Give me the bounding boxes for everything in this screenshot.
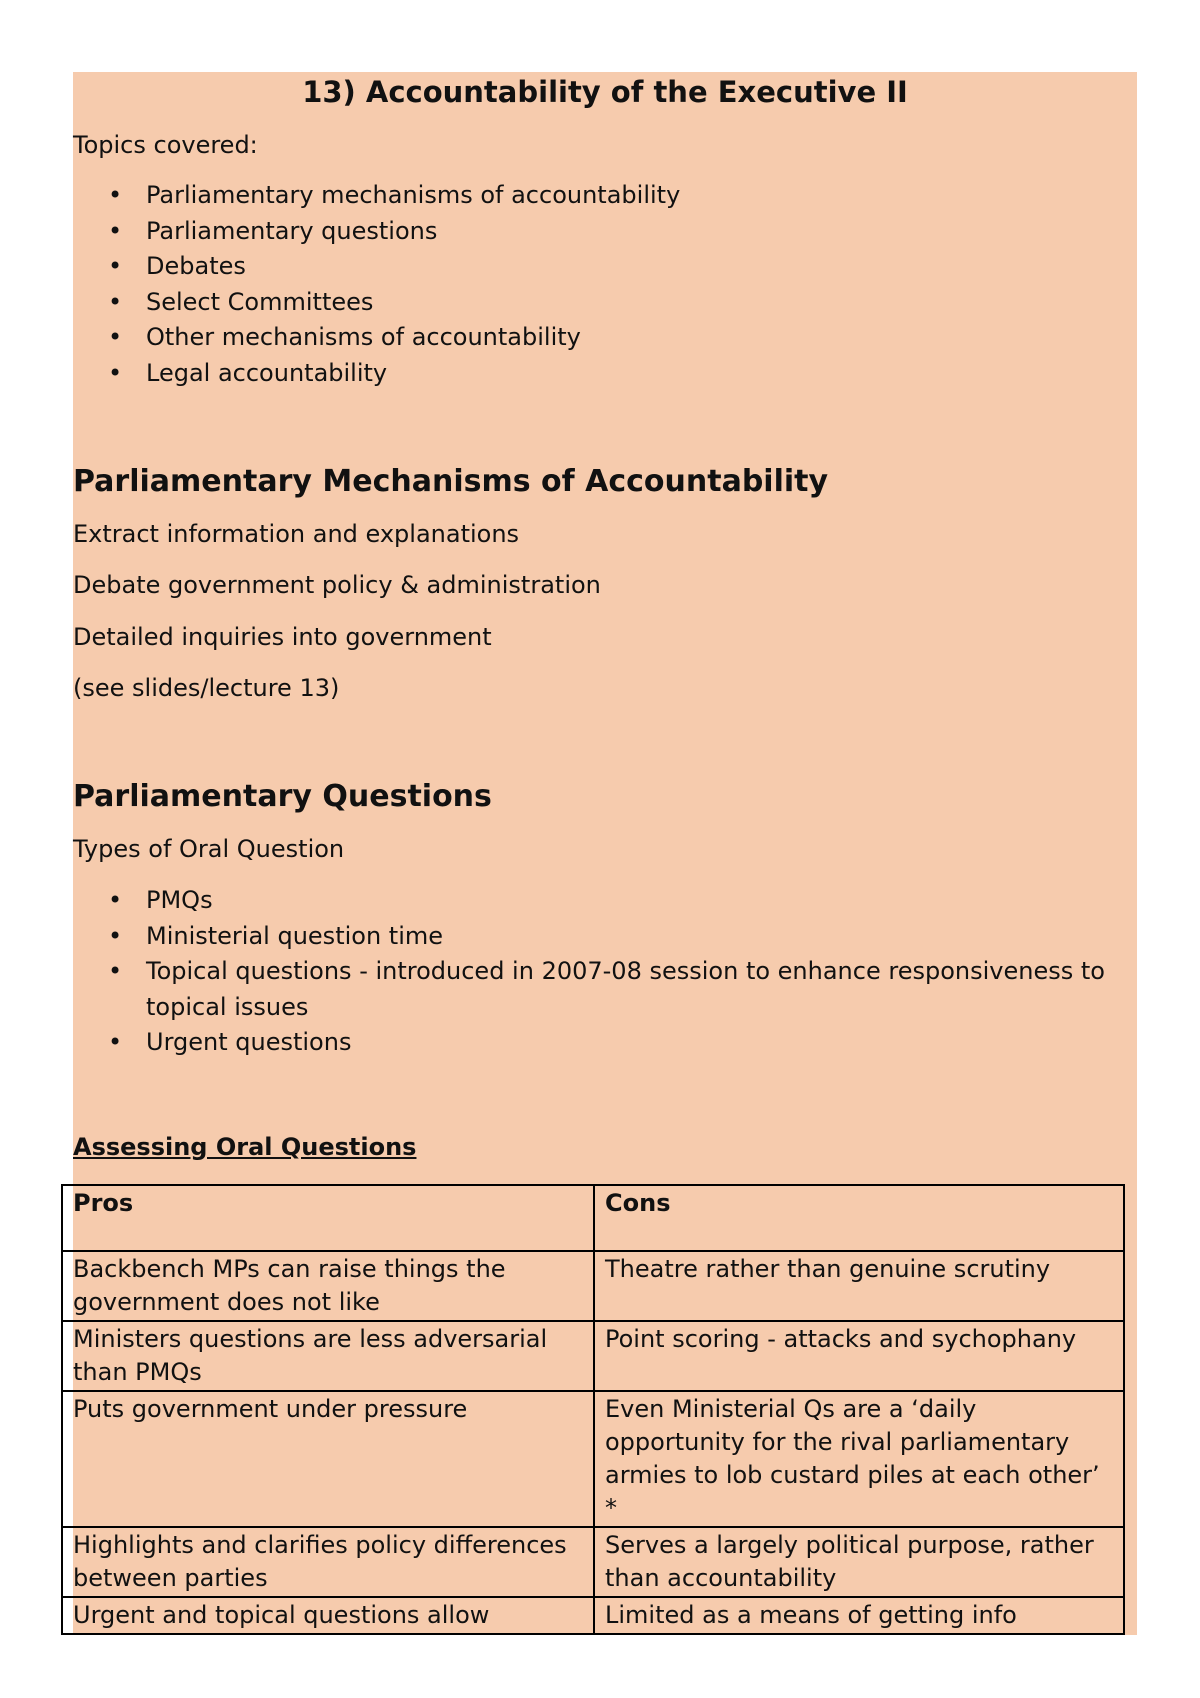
list-item: • Debates [73,249,1123,285]
list-item: • Legal accountability [73,356,1123,392]
list-item: • PMQs [73,883,1123,919]
paragraph: Debate government policy & administration [73,571,601,599]
page-title: 13) Accountability of the Executive II [302,75,908,109]
table-row [62,1597,1124,1634]
topics-list [73,178,1123,391]
cons-cell: Serves a largely political purpose, rather than accountability [594,1527,1124,1597]
table-row [62,1527,1124,1597]
pros-cell: Highlights and clarifies policy differences between parties [62,1527,594,1597]
pros-cell: Ministers questions are less adversarial than PMQs [62,1321,594,1391]
assessing-heading: Assessing Oral Questions [73,1133,417,1161]
paragraph: (see slides/lecture 13) [73,674,340,702]
list-item: • Other mechanisms of accountability [73,320,1123,356]
cons-cell: Point scoring - attacks and sychophany [594,1321,1124,1391]
list-item: • Urgent questions [73,1025,1123,1061]
section-heading-mechanisms: Parliamentary Mechanisms of Accountability [73,464,829,499]
paragraph: Extract information and explanations [73,520,520,548]
section-heading-questions: Parliamentary Questions [73,779,492,814]
paragraph: Detailed inquiries into government [73,623,492,651]
cons-cell: Theatre rather than genuine scrutiny [594,1251,1124,1321]
list-item: • Topical questions - introduced in 2007-08 session to enhance responsiveness to topical issues [73,954,1123,1025]
header-pros: Pros [62,1185,594,1251]
table-row [62,1321,1124,1391]
pros-cons-table [61,1184,1125,1635]
pros-cell: Puts government under pressure [62,1391,594,1527]
list-item: • Ministerial question time [73,919,1123,955]
list-item: • Parliamentary mechanisms of accountability [73,178,1123,214]
table-header-row [62,1185,1124,1251]
table-row [62,1391,1124,1527]
oral-question-list [73,883,1123,1061]
table-row [62,1251,1124,1321]
list-item: • Select Committees [73,285,1123,321]
header-cons: Cons [594,1185,1124,1251]
list-item: • Parliamentary questions [73,214,1123,250]
pros-cell: Urgent and topical questions allow [62,1597,594,1634]
cons-cell: Even Ministerial Qs are a ‘daily opportunity for the rival parliamentary armies to lob custard piles at each other’ * [594,1391,1124,1527]
cons-cell: Limited as a means of getting info [594,1597,1124,1634]
subheading-oral-question-types: Types of Oral Question [73,835,345,863]
topics-heading: Topics covered: [73,131,258,159]
pros-cell: Backbench MPs can raise things the government does not like [62,1251,594,1321]
